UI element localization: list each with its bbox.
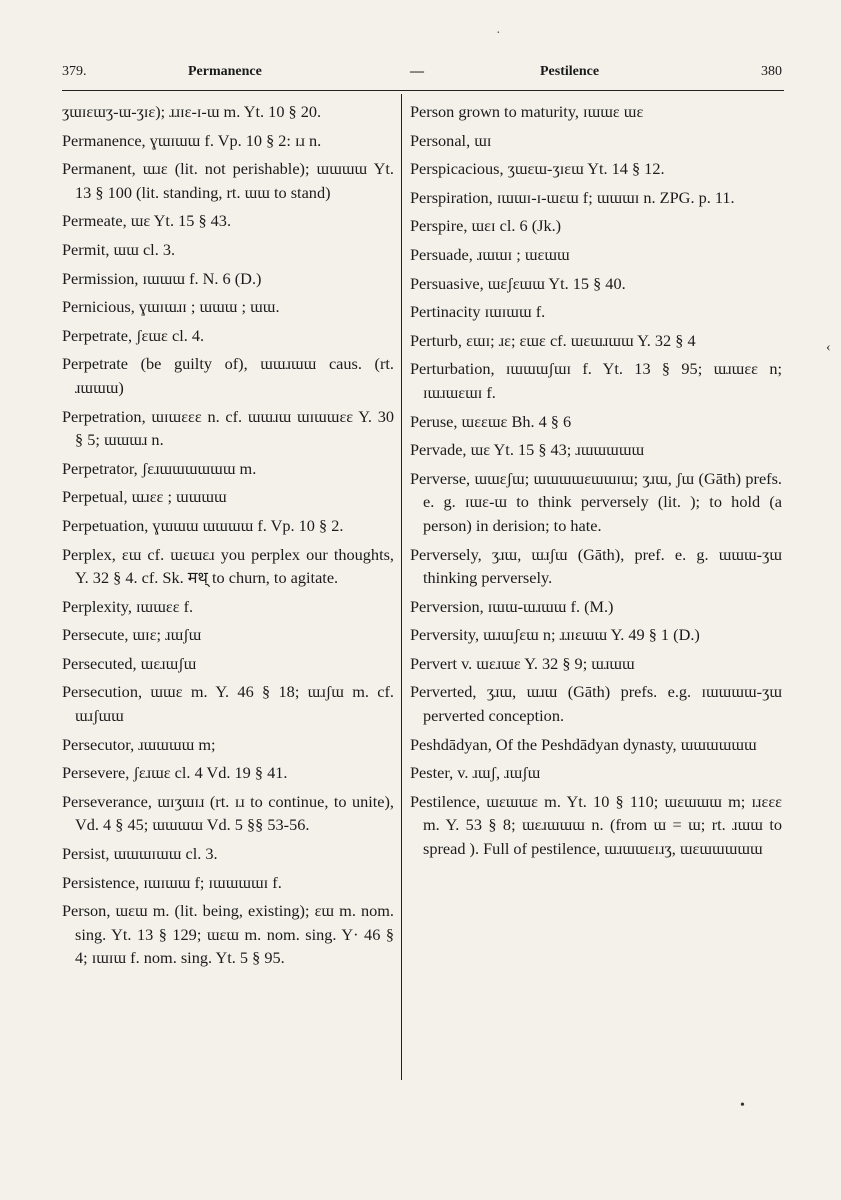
dictionary-entry: Pertinacity ɪɯɪɯɯ f. bbox=[410, 302, 546, 322]
scan-mark-right: ‹ bbox=[826, 340, 831, 355]
dictionary-entry: Peshdādyan, Of the Peshdādyan dynasty, ɯɯɯɯɯɯ bbox=[410, 734, 757, 754]
page-header bbox=[62, 64, 782, 84]
dictionary-entry: Perversely, ʒɹɯ, ɯɹʃɯ (Gāth), pref. e. g. ɯɯɯ-ʒɯ thinking perversely. bbox=[410, 544, 782, 588]
dictionary-entry: Persecute, ɯɪɛ; ɹɯʃɯ bbox=[62, 625, 202, 645]
dictionary-entry: Permeate, ɯɛ Yt. 15 § 43. bbox=[62, 211, 232, 231]
dictionary-entry: Persistence, ɪɯɪɯɯ f; ɪɯɯɯɯɪ f. bbox=[62, 872, 282, 892]
dictionary-entry: Perverted, ʒɹɯ, ɯɹɯ (Gāth) prefs. e.g. ɪɯɯɯɯ-ʒɯ perverted conception. bbox=[410, 682, 782, 726]
column-divider bbox=[401, 94, 402, 1080]
page-number-left: 379. bbox=[62, 64, 87, 79]
dictionary-entry: Permission, ɪɯɯɯ f. N. 6 (D.) bbox=[62, 268, 262, 288]
dictionary-entry: Permanence, ɣɯɪɯɯ f. Vp. 10 § 2: ɪɹ n. bbox=[62, 130, 322, 150]
dictionary-entry: Perturb, ɛɯɪ; ɹɛ; ɛɯɛ cf. ɯɛɯɹɯɯ Y. 32 § 4 bbox=[410, 330, 696, 350]
dictionary-entry: Perversion, ɪɯɯ-ɯɹɯɯ f. (M.) bbox=[410, 596, 614, 616]
dictionary-entry: Perturbation, ɪɯɯɯʃɯɪ f. Yt. 13 § 95; ɯɹɯɛɛ n; ɪɯɹɯɛɯɪ f. bbox=[410, 359, 782, 402]
dictionary-entry: Perspicacious, ʒɯɛɯ-ʒɪɛɯ Yt. 14 § 12. bbox=[410, 159, 665, 179]
dictionary-entry: Peruse, ɯɛɛɯɛ Bh. 4 § 6 bbox=[410, 411, 572, 431]
page-number-right: 380 bbox=[761, 64, 782, 79]
dictionary-entry: Permanent, ɯɹɛ (lit. not perishable); ɯɯɯɯ Yt. 13 § 100 (lit. standing, rt. ɯɯ to stand) bbox=[62, 159, 394, 202]
running-title-left: Permanence bbox=[188, 64, 262, 79]
right-column bbox=[410, 100, 782, 866]
left-column bbox=[62, 100, 394, 975]
dictionary-entry: Person, ɯɛɯ m. (lit. being, existing); ɛɯ m. nom. sing. Yt. 13 § 129; ɯɛɯ m. nom. sing. Y· 46 § 4; ɪɯɪɯ f. nom. sing. Yt. 5 § 95. bbox=[62, 901, 394, 968]
scan-mark-top: · bbox=[496, 26, 501, 41]
dictionary-entry: Permit, ɯɯ cl. 3. bbox=[62, 239, 176, 259]
dictionary-entry: Perspire, ɯɛɪ cl. 6 (Jk.) bbox=[410, 216, 562, 236]
dictionary-entry: Pervert v. ɯɛɹɯɛ Y. 32 § 9; ɯɹɯɯ bbox=[410, 653, 635, 673]
running-title-right: Pestilence bbox=[540, 64, 600, 79]
dictionary-entry: Persuade, ɹɯɯɪ ; ɯɛɯɯ bbox=[410, 244, 570, 264]
dictionary-entry: Perplexity, ɪɯɯɛɛ f. bbox=[62, 596, 194, 616]
dictionary-entry: Perpetual, ɯɹɛɛ ; ɯɯɯɯ bbox=[62, 487, 227, 507]
dictionary-entry: Perversity, ɯɹɯʃɛɯ n; ɹɹɪɛɯɯ Y. 49 § 1 (D.) bbox=[410, 625, 700, 645]
dictionary-entry: Persecution, ɯɯɛ m. Y. 46 § 18; ɯɹʃɯ m. cf. ɯɹʃɯɯ bbox=[62, 682, 394, 726]
dictionary-entry: Perpetrator, ʃɛɹɯɯɯɯɯɯ m. bbox=[62, 458, 257, 478]
dictionary-entry: Perspiration, ɪɯɯɪ-ɪ-ɯɛɯ f; ɯɯɯɪ n. ZPG. p. 11. bbox=[410, 187, 735, 207]
dictionary-entry: Persist, ɯɯɯɪɯɯ cl. 3. bbox=[62, 844, 218, 864]
dictionary-entry: Persecutor, ɹɯɯɯɯ m; bbox=[62, 734, 216, 754]
dictionary-entry: ʒɯɪɛɯʒ-ɯ-ʒɪɛ); ɹɹɪɛ-ɪ-ɯ m. Yt. 10 § 20. bbox=[62, 102, 322, 121]
dictionary-entry: Perpetrate, ʃɛɯɛ cl. 4. bbox=[62, 325, 205, 345]
header-dash: — bbox=[410, 64, 424, 79]
dictionary-entry: Pester, v. ɹɯʃ, ɹɯʃɯ bbox=[410, 763, 541, 783]
scan-mark-bottom: • bbox=[740, 1098, 745, 1113]
dictionary-entry: Perpetration, ɯɪɯɛɛɛ n. cf. ɯɯɹɯ ɯɪɯɯɛɛ Y. 30 § 5; ɯɯɯɹ n. bbox=[62, 406, 394, 450]
dictionary-entry: Personal, ɯɪ bbox=[410, 130, 492, 150]
dictionary-entry: Perplex, ɛɯ cf. ɯɛɯɛɹ you perplex our thoughts, Y. 32 § 4. cf. Sk. मथ् to churn, to agitate. bbox=[62, 544, 394, 588]
dictionary-entry: Perpetrate (be guilty of), ɯɯɹɯɯ caus. (rt. ɹɯɯɯ) bbox=[62, 354, 394, 397]
dictionary-entry: Person grown to maturity, ɪɯɯɛ ɯɛ bbox=[410, 102, 644, 121]
dictionary-entry: Persevere, ʃɛɹɯɛ cl. 4 Vd. 19 § 41. bbox=[62, 763, 288, 783]
dictionary-entry: Pervade, ɯɛ Yt. 15 § 43; ɹɯɯɯɯɯ bbox=[410, 440, 645, 460]
dictionary-entry: Persecuted, ɯɛɹɯʃɯ bbox=[62, 653, 197, 673]
dictionary-entry: Pestilence, ɯɛɯɯɛ m. Yt. 10 § 110; ɯɛɯɯɯ m; ɪɹɛɛɛ m. Y. 53 § 8; ɯɛɹɯɯɯ n. (from ɯ = ɯ; rt. ɹɯɯ to spread ). Full of pestilence, ɯɹɯɯɛɪɹʒ, ɯɛɯɯɯɯɯ bbox=[410, 791, 782, 859]
dictionary-entry: Persuasive, ɯɛʃɛɯɯ Yt. 15 § 40. bbox=[410, 273, 626, 293]
header-rule bbox=[62, 90, 784, 91]
dictionary-entry: Perseverance, ɯɪʒɯɪɹ (rt. ɪɹ to continue, to unite), Vd. 4 § 45; ɯɯɯɯ Vd. 5 §§ 53-56. bbox=[62, 791, 394, 835]
dictionary-entry: Pernicious, ɣɯɪɯɹɪ ; ɯɯɯ ; ɯɯ. bbox=[62, 297, 280, 317]
dictionary-entry: Perpetuation, ɣɯɯɯ ɯɯɯɯ f. Vp. 10 § 2. bbox=[62, 515, 344, 535]
dictionary-entry: Perverse, ɯɯɛʃɯ; ɯɯɯɯɛɯɯɪɯ; ʒɹɯ, ʃɯ (Gāth) prefs. e. g. ɪɯɛ-ɯ to think perversely (lit. ); to hold (a person) in derision; to hate. bbox=[410, 468, 782, 535]
